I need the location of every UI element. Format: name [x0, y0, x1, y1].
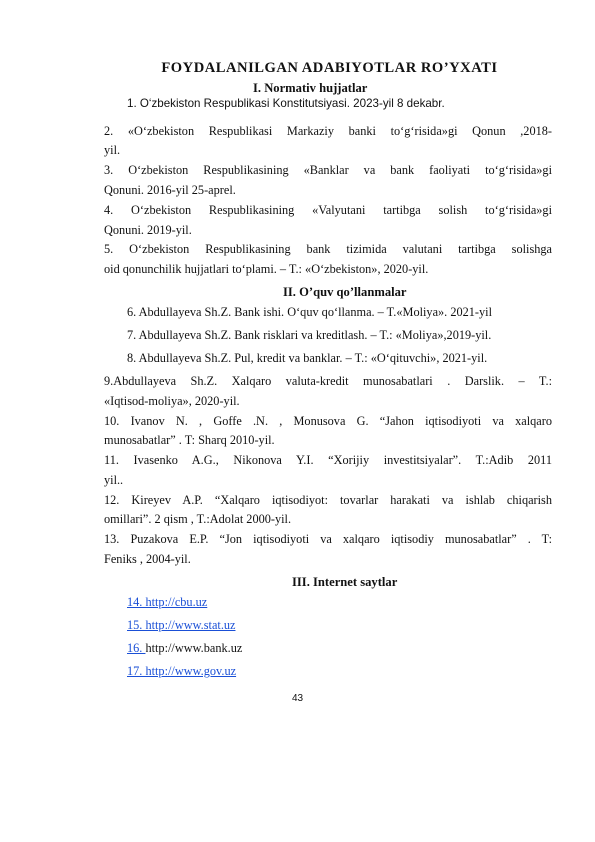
- reference-item-4-line-1: 4. O‘zbekiston Respublikasining «Valyutani tartibga solish to‘g‘risida»gi: [104, 203, 552, 217]
- section-heading-quv: II. O’quv qo’llanmalar: [283, 285, 407, 299]
- reference-item-4-line-2: Qonuni. 2019-yil.: [104, 223, 192, 237]
- link-gov[interactable]: 17. http://www.gov.uz: [127, 664, 237, 678]
- link-bank[interactable]: [127, 641, 242, 656]
- reference-item-11-line-2: yil..: [104, 473, 124, 487]
- reference-item-6: 6. Abdullayeva Sh.Z. Bank ishi. O‘quv qo‘llanma. – T.«Moliya». 2021-yil: [127, 305, 492, 319]
- reference-item-3-line-1: 3. O‘zbekiston Respublikasining «Banklar va bank faoliyati to‘g‘risida»gi: [104, 163, 552, 177]
- section-heading-normativ: I. Normativ hujjatlar: [253, 81, 368, 95]
- link-stat[interactable]: 15. http://www.stat.uz: [127, 618, 236, 632]
- page-number: 43: [291, 693, 304, 704]
- reference-item-10-line-1: 10. Ivanov N. , Goffe .N. , Monusova G. “Jahon iqtisodiyoti va xalqaro: [104, 414, 552, 428]
- reference-item-9-line-1: 9.Abdullayeva Sh.Z. Xalqaro valuta-kredit munosabatlari . Darslik. – T.:: [104, 374, 552, 388]
- reference-item-3-line-2: Qonuni. 2016-yil 25-aprel.: [104, 183, 236, 197]
- page-title: FOYDALANILGAN ADABIYOTLAR RO’YXATI: [161, 60, 498, 76]
- reference-item-7: 7. Abdullayeva Sh.Z. Bank risklari va kreditlash. – T.: «Moliya»,2019-yil.: [127, 328, 492, 342]
- reference-item-2-line-1: 2. «O‘zbekiston Respublikasi Markaziy banki to‘g‘risida»gi Qonun ,2018-: [104, 124, 552, 138]
- reference-item-5-line-2: oid qonunchilik hujjatlari to‘plami. – T.: «O‘zbekiston», 2020-yil.: [104, 262, 429, 276]
- reference-item-10-line-2: munosabatlar” . T: Sharq 2010-yil.: [104, 433, 275, 447]
- reference-item-11-line-1: 11. Ivasenko A.G., Nikonova Y.I. “Xorijiy investitsiyalar”. T.:Adib 2011: [104, 453, 552, 467]
- reference-item-9-line-2: «Iqtisod-moliya», 2020-yil.: [104, 394, 240, 408]
- link-bank-text: http://www.bank.uz: [145, 641, 243, 655]
- link-bank-number[interactable]: 16.: [127, 641, 146, 655]
- link-cbu[interactable]: 14. http://cbu.uz: [127, 595, 208, 609]
- reference-item-1: 1. O‘zbekiston Respublikasi Konstitutsiyasi. 2023-yil 8 dekabr.: [127, 97, 445, 110]
- reference-item-12-line-1: 12. Kireyev A.P. “Xalqaro iqtisodiyot: tovarlar harakati va ishlab chiqarish: [104, 493, 552, 507]
- reference-item-8: 8. Abdullayeva Sh.Z. Pul, kredit va banklar. – T.: «O‘qituvchi», 2021-yil.: [127, 351, 488, 365]
- reference-item-13-line-2: Feniks , 2004-yil.: [104, 552, 191, 566]
- section-heading-internet: III. Internet saytlar: [292, 575, 398, 589]
- reference-item-5-line-1: 5. O‘zbekiston Respublikasining bank tizimida valutani tartibga solishga: [104, 242, 552, 256]
- reference-item-12-line-2: omillari”. 2 qism , T.:Adolat 2000-yil.: [104, 512, 292, 526]
- reference-item-2-line-2: yil.: [104, 143, 121, 157]
- reference-item-13-line-1: 13. Puzakova E.P. “Jon iqtisodiyoti va xalqaro iqtisodiy munosabatlar” . T:: [104, 532, 552, 546]
